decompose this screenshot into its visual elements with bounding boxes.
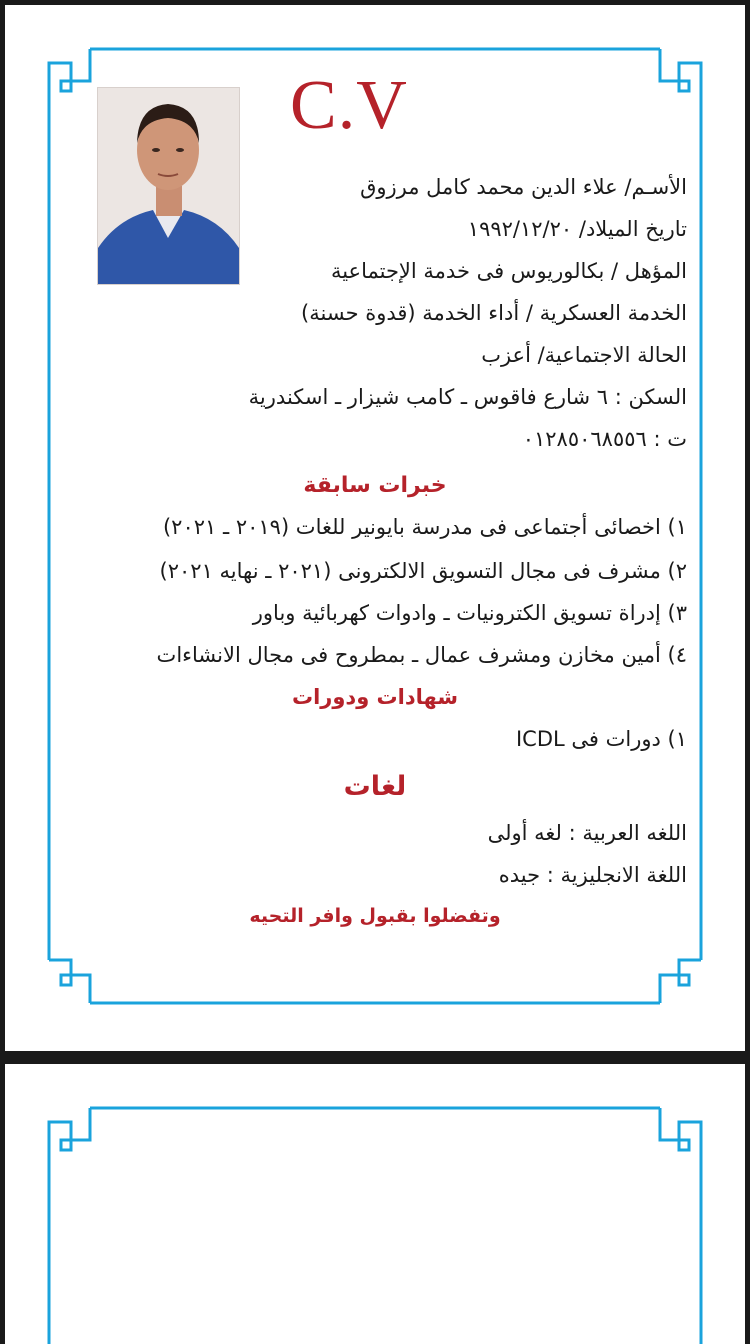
experience-heading: خبرات سابقة [303, 473, 447, 498]
experience-item-4: ٤) أمين مخازن ومشرف عمال ـ بمطروح فى مجال الانشاءات [156, 643, 687, 667]
language-item-1: اللغه العربية : لغه أولى [487, 821, 687, 845]
phone-line: ت : ٠١٢٨٥٠٦٨٥٥٦ [522, 427, 687, 451]
closing-line: وتفضلوا بقبول وافر التحيه [249, 905, 501, 927]
marital-status-line: الحالة الاجتماعية/ أعزب [481, 343, 687, 367]
decorative-border [5, 1064, 745, 1344]
name-line: الأسـم/ علاء الدين محمد كامل مرزوق [360, 175, 687, 199]
cv-page-2 [5, 1064, 745, 1344]
certificates-heading: شهادات ودورات [291, 685, 459, 709]
experience-item-2: ٢) مشرف فى مجال التسويق الالكترونى (٢٠٢١ ـ نهايه ٢٠٢١) [159, 559, 687, 583]
qualification-line: المؤهل / بكالوريوس فى خدمة الإجتماعية [330, 259, 687, 283]
languages-heading: لغات [343, 771, 407, 802]
cv-title: C.V [290, 67, 408, 144]
birth-date-line: تاريخ الميلاد/ ١٩٩٢/١٢/٢٠ [467, 217, 687, 241]
cv-page [5, 5, 745, 1051]
address-line: السكن : ٦ شارع فاقوس ـ كامب شيزار ـ اسكندرية [248, 385, 687, 409]
language-item-2: اللغة الانجليزية : جيده [498, 863, 687, 887]
certificate-item-1: ١) دورات فى ICDL [515, 727, 687, 751]
military-line: الخدمة العسكرية / أداء الخدمة (قدوة حسنة) [301, 301, 687, 325]
profile-photo [97, 87, 240, 285]
experience-item-3: ٣) إدراة تسويق الكترونيات ـ وادوات كهربائية وباور [252, 601, 687, 625]
experience-item-1: ١) اخصائى أجتماعى فى مدرسة بايونير للغات (٢٠١٩ ـ ٢٠٢١) [162, 515, 687, 539]
